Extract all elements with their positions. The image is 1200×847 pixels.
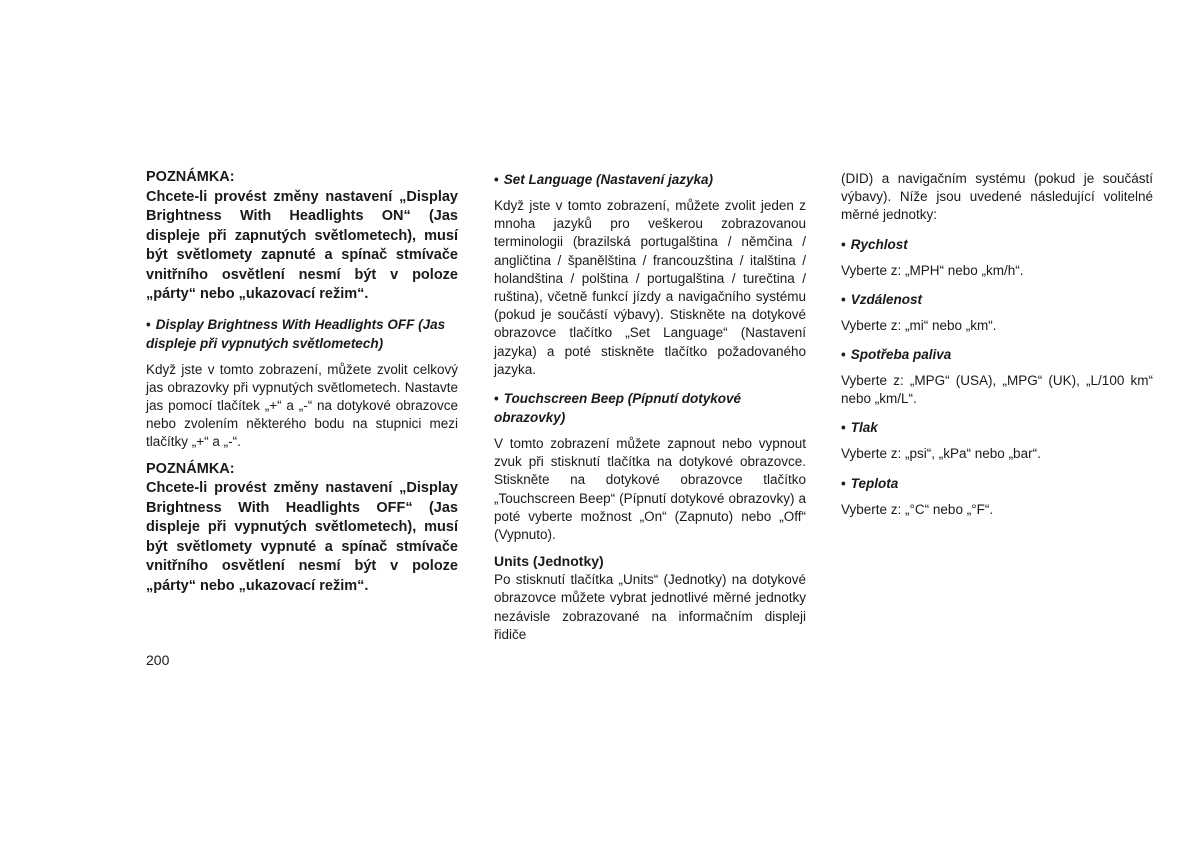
bullet-icon: • xyxy=(841,291,846,307)
bullet-icon: • xyxy=(494,391,499,407)
page-number: 200 xyxy=(146,652,170,668)
unit-heading-temperature xyxy=(841,474,1153,493)
note-text: Chcete-li provést změny nastavení „Display Brightness With Headlights ON“ (Jas displeje při zapnutých světlometech), musí být světlomety zapnuté a spínač stmívače vnitřního osvětlení nesmí být v poloze „párty“ nebo „ukazovací režim“. xyxy=(146,188,458,302)
bullet-heading-text: Touchscreen Beep (Pípnutí dotykové obrazovky) xyxy=(494,391,742,426)
bullet-heading-text: Set Language (Nastavení jazyka) xyxy=(503,172,714,187)
paragraph-units: Po stisknutí tlačítka „Units“ (Jednotky) na dotykové obrazovce můžete vybrat jednotlivé měrné jednotky nezávisle zobrazované na informačním displeji řidiče xyxy=(494,572,806,642)
bullet-heading-set-language xyxy=(494,170,806,189)
unit-options-pressure: Vyberte z: „psi“, „kPa“ nebo „bar“. xyxy=(841,446,1041,462)
unit-options-distance: Vyberte z: „mi“ nebo „km“. xyxy=(841,317,997,333)
unit-heading-text: Vzdálenost xyxy=(850,291,922,307)
paragraph-set-language: Když jste v tomto zobrazení, můžete zvolit jeden z mnoha jazyků pro veškerou zobrazovanou terminologii (brazilská portugalština / němčina / angličtina / španělština / francouzština / italština / holandština / polština / portugalština / turečtina / ruština), včetně funkcí jízdy a navigačního systému (pokud je součástí výbavy). Stiskněte na dotykové obrazovce tlačítko „Set Language“ (Nastavení jazyka) a poté stiskněte tlačítko požadovaného jazyka. xyxy=(494,198,806,377)
column-middle xyxy=(494,168,806,644)
bullet-icon: • xyxy=(841,347,846,363)
note-title: POZNÁMKA: xyxy=(146,460,235,477)
unit-heading-text: Teplota xyxy=(850,475,899,491)
unit-heading-distance xyxy=(841,290,1153,309)
section-heading-units: Units (Jednotky) xyxy=(494,553,604,570)
unit-heading-text: Tlak xyxy=(850,420,878,436)
bullet-icon: • xyxy=(494,172,499,187)
note-text: Chcete-li provést změny nastavení „Display Brightness With Headlights OFF“ (Jas displeje při vypnutých světlometech), musí být světlomety vypnuté a spínač stmívače vnitřního osvětlení nesmí být v poloze „párty“ nebo „ukazovací režim“. xyxy=(146,480,458,594)
note-title: POZNÁMKA: xyxy=(146,169,235,185)
unit-heading-fuel xyxy=(841,345,1153,364)
paragraph-brightness-off: Když jste v tomto zobrazení, můžete zvolit celkový jas obrazovky při vypnutých světlometech. Nastavte jas pomocí tlačítek „+“ a „-“ na dotykové obrazovce nebo zvolením některého bodu na stupnici mezi tlačítky „+“ a „-“. xyxy=(146,361,458,450)
bullet-icon: • xyxy=(841,236,846,252)
bullet-heading-text: Display Brightness With Headlights OFF (Jas displeje při vypnutých světlometech) xyxy=(146,316,446,351)
bullet-icon: • xyxy=(841,420,846,436)
column-left xyxy=(146,168,458,596)
bullet-icon: • xyxy=(146,316,151,332)
unit-heading-pressure xyxy=(841,418,1153,437)
paragraph-touchscreen-beep: V tomto zobrazení můžete zapnout nebo vypnout zvuk při stisknutí tlačítka na dotykové obrazovce. Stiskněte na dotykové obrazovce tlačítko „Touchscreen Beep“ (Pípnutí dotykové obrazovky) a poté vyberte možnost „On“ (Zapnuto) nebo „Off“ (Vypnuto). xyxy=(494,436,806,543)
column-right xyxy=(841,168,1153,519)
unit-heading-speed xyxy=(841,235,1153,254)
unit-options-fuel: Vyberte z: „MPG“ (USA), „MPG“ (UK), „L/100 km“ nebo „km/L“. xyxy=(841,373,1153,407)
unit-heading-text: Spotřeba paliva xyxy=(850,347,952,363)
unit-options-temperature: Vyberte z: „°C“ nebo „°F“. xyxy=(841,501,994,517)
unit-options-speed: Vyberte z: „MPH“ nebo „km/h“. xyxy=(841,262,1024,278)
bullet-heading-brightness-off xyxy=(146,315,458,353)
paragraph-units-continued: (DID) a navigačním systému (pokud je součástí výbavy). Níže jsou uvedené následující volitelné měrné jednotky: xyxy=(841,171,1153,223)
unit-heading-text: Rychlost xyxy=(850,236,908,252)
bullet-icon: • xyxy=(841,475,846,491)
bullet-heading-touchscreen-beep xyxy=(494,389,806,427)
